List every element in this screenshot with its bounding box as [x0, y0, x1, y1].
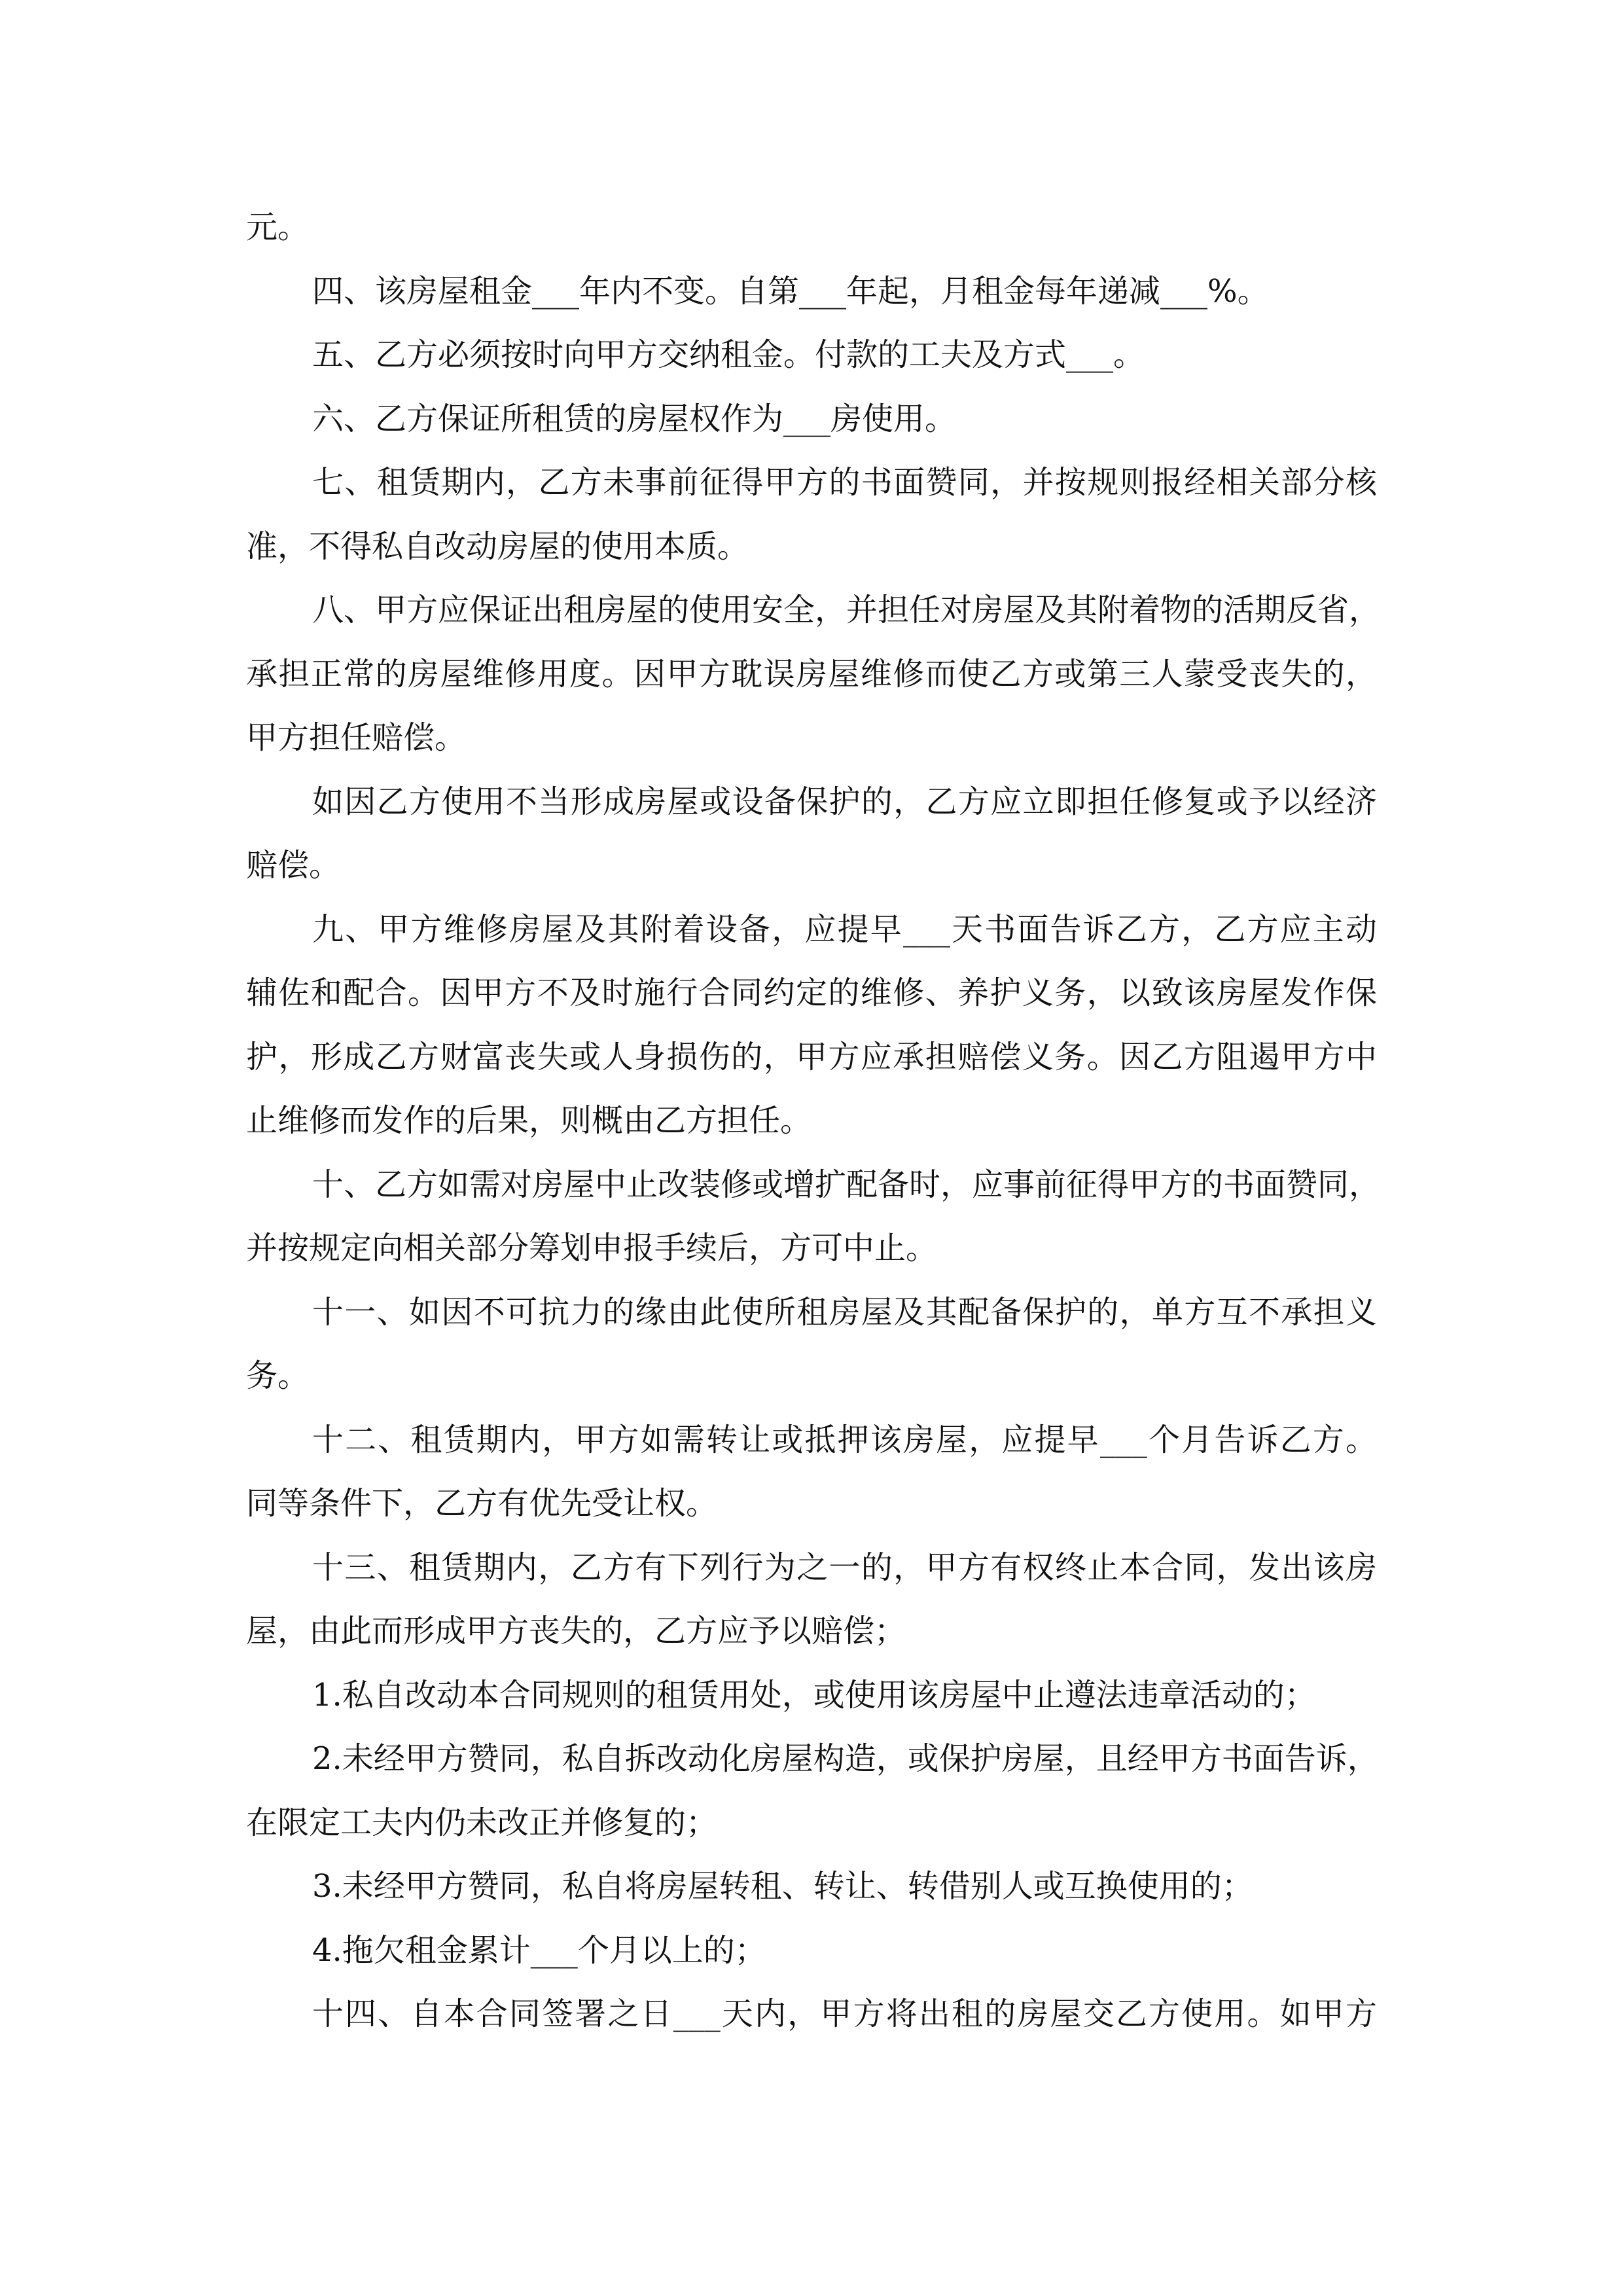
text-line: 4.拖欠租金累计___个月以上的； [312, 1931, 766, 1969]
text-line: 八、甲方应保证出租房屋的使用安全，并担任对房屋及其附着物的活期反省， [312, 592, 1381, 628]
text-line: 并按规定向相关部分筹划申报手续后，方可中止。 [246, 1230, 938, 1266]
text-line: 九、甲方维修房屋及其附着设备，应提早___天书面告诉乙方，乙方应主动 [312, 910, 1377, 948]
text-line: 六、乙方保证所租赁的房屋权作为___房使用。 [312, 400, 957, 437]
text-line: 在限定工夫内仍未改正并修复的； [246, 1804, 718, 1841]
text-line: 十四、自本合同签署之日___天内，甲方将出租的房屋交乙方使用。如甲方 [312, 1996, 1377, 2032]
text-line: 辅佐和配合。因甲方不及时施行合同约定的维修、养护义务，以致该房屋发作保 [246, 975, 1377, 1011]
text-line: 元。 [246, 209, 310, 245]
text-line: 同等条件下，乙方有优先受让权。 [246, 1485, 718, 1522]
text-line: 3.未经甲方赞同，私自将房屋转租、转让、转借别人或互换使用的； [312, 1868, 1253, 1905]
text-line: 1.私自改动本合同规则的租赁用处，或使用该房屋中止遵法违章活动的； [312, 1676, 1316, 1713]
text-line: 2.未经甲方赞同，私自拆改动化房屋构造，或保护房屋，且经甲方书面告诉， [312, 1740, 1379, 1777]
text-line: 十、乙方如需对房屋中止改装修或增扩配备时，应事前征得甲方的书面赞同， [312, 1166, 1381, 1203]
text-line: 赔偿。 [246, 847, 341, 884]
text-line: 务。 [246, 1357, 310, 1394]
text-line: 屋，由此而形成甲方丧失的，乙方应予以赔偿； [246, 1613, 906, 1649]
text-line: 承担正常的房屋维修用度。因甲方耽误房屋维修而使乙方或第三人蒙受丧失的， [246, 655, 1377, 692]
text-line: 四、该房屋租金___年内不变。自第___年起，月租金每年递减___%。 [312, 272, 1269, 310]
text-line: 甲方担任赔偿。 [246, 719, 467, 756]
text-line: 如因乙方使用不当形成房屋或设备保护的，乙方应立即担任修复或予以经济 [312, 783, 1377, 820]
text-line: 护，形成乙方财富丧失或人身损伤的，甲方应承担赔偿义务。因乙方阻遏甲方中 [246, 1038, 1377, 1075]
text-line: 止维修而发作的后果，则概由乙方担任。 [246, 1102, 812, 1139]
text-line: 五、乙方必须按时向甲方交纳租金。付款的工夫及方式___。 [312, 336, 1145, 373]
text-line: 十三、租赁期内，乙方有下列行为之一的，甲方有权终止本合同，发出该房 [312, 1549, 1377, 1586]
text-line: 十二、租赁期内，甲方如需转让或抵押该房屋，应提早___个月告诉乙方。 [312, 1421, 1377, 1458]
text-line: 七、租赁期内，乙方未事前征得甲方的书面赞同，并按规则报经相关部分核 [312, 464, 1377, 501]
text-line: 准，不得私自改动房屋的使用本质。 [246, 528, 749, 565]
text-line: 十一、如因不可抗力的缘由此使所租房屋及其配备保护的，单方互不承担义 [312, 1293, 1377, 1331]
